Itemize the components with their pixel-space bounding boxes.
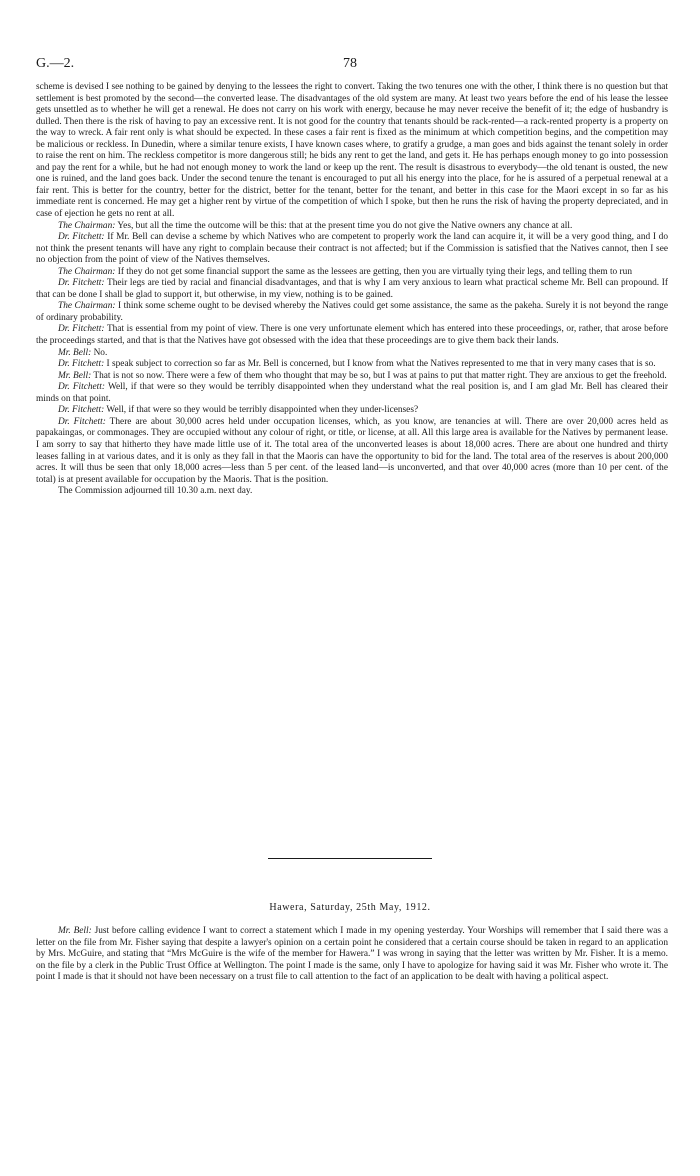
document-reference: G.—2. <box>36 56 75 71</box>
speaker-name: Dr. Fitchett: <box>58 416 106 427</box>
paragraph-text: There are about 30,000 acres held under occupation licenses, which, as you know, are tenancies at will. There are over 20,000 acres held as papakaingas, or commonages. They are occupied without any colour of right, or title, or license, at all. All this large area is available for the Natives by permanent lease. I am sorry to say that hitherto they have made little use of it. The total area of the unconverted leases is about 18,000 acres. There are about one hundred and thirty leases falling in at various dates, and it is only as they fall in that the Maoris can have the opportunity to bid for the land. The total area of the reserves is about 200,000 acres. It will thus be seen that only 18,000 acres—less than 5 per cent. of the leased land—is unconverted, and that over 40,000 acres (more than 10 per cent. of the total) is at present available for occupation by the Maoris. That is the position. <box>36 416 669 485</box>
paragraph <box>36 417 668 486</box>
speaker-name: The Chairman: <box>58 266 116 277</box>
paragraph-text: scheme is devised I see nothing to be gained by denying to the lessees the right to convert. Taking the two tenures one with the other, I think there is no question but that settlement is best promoted by the second—the converted lease. The disadvantages of the old system are many. At least two years before the end of his lease the lessee gets unsettled as to whether he will get a renewal. He does not carry on his work with energy, because he may never receive the benefit of it; the edge of husbandry is dulled. Then there is the risk of having to pay an excessive rent. It is not good for the country that tenants should be rack-rented—a rack-rented property is a property on the way to wreck. A fair rent only is what should be expected. In these cases a fair rent is fixed as the minimum at which competition begins, and the competition may be malicious or reckless. In Dunedin, where a similar tenure exists, I have known cases where, to gratify a grudge, a man goes and bids against the tenant solely in order to raise the rent on him. The reckless competitor is more dangerous still; he bids any rent to get the land, and gets it. He has perhaps enough money to go into possession and pay the rent for a while, but he had not enough money to work the land or keep up the rent. The result is disastrous to everybody—the old tenant is ousted, the new one is ruined, and the land goes back. Under the second tenure the tenant is encouraged to put all his energy into the place, for he is assured of a perpetual renewal at a fair rent. This is better for the country, better for the district, better for the tenant, better for the tenant, and better in this case for the Maori except in so far as his immediate rent is concerned. He may get a higher rent by virtue of the competition of which I spoke, but then he runs the risk of having the property depreciated, and in case of ejection he gets no rent at all. <box>36 82 668 220</box>
paragraph-text: That is not so now. There were a few of them who thought that may be so, but I was at pains to put that matter right. They are anxious to get the freehold. <box>93 370 667 381</box>
proceedings-text <box>36 82 668 498</box>
proceedings-text-continued <box>36 926 668 984</box>
paragraph-text: Their legs are tied by racial and financial disadvantages, and that is why I am very anxious to learn what practical scheme Mr. Bell can propound. If that can be done I shall be glad to support it, but otherwise, in my view, nothing is to be gained. <box>36 278 669 300</box>
section-divider <box>268 858 432 859</box>
paragraph-text: No. <box>93 347 108 358</box>
paragraph <box>36 267 668 279</box>
paragraph <box>36 371 668 383</box>
paragraph-text: If they do not get some financial support the same as the lessees are getting, then you are virtually tying their legs, and telling them to run <box>117 266 633 277</box>
paragraph <box>36 382 668 405</box>
speaker-name: Mr. Bell: <box>58 370 92 381</box>
speaker-name: Dr. Fitchett: <box>58 278 105 289</box>
paragraph <box>36 82 668 221</box>
paragraph-text: That is essential from my point of view. There is one very unfortunate element which has entered into these proceedings, or, rather, that arose before the proceedings started, and that is that the Natives have got obsessed with the idea that these proceedings are to give them back their lands. <box>36 324 668 347</box>
paragraph <box>36 348 668 360</box>
paragraph <box>36 324 668 347</box>
paragraph <box>36 232 668 267</box>
paragraph-text: Well, if that were so they would be terribly disappointed when they under-licenses? <box>106 405 419 416</box>
paragraph <box>36 486 668 498</box>
speaker-name: Dr. Fitchett: <box>58 359 105 370</box>
speaker-name: The Chairman: <box>58 301 116 312</box>
paragraph-text: I speak subject to correction so far as Mr. Bell is concerned, but I know from what the Natives represented to me that in very many cases that is so. <box>106 359 656 370</box>
paragraph <box>36 221 668 233</box>
speaker-name: Mr. Bell: <box>58 347 92 358</box>
paragraph-text: I think some scheme ought to be devised whereby the Natives could get some assistance, the same as the pakeha. Surely it is not beyond the range of ordinary probability. <box>36 301 668 323</box>
paragraph <box>36 405 668 417</box>
paragraph-text: If Mr. Bell can devise a scheme by which Natives who are competent to properly work the land can acquire it, it will be a very good thing, and I do not think the present tenants will have any right to complain because their contract is not affected; but if the Commission is satisfied that the Natives cannot, then I see no objection from the point of view of the Natives themselves. <box>36 232 668 266</box>
speaker-name: Dr. Fitchett: <box>58 405 105 416</box>
page-number: 78 <box>343 56 357 71</box>
paragraph <box>36 926 668 984</box>
speaker-name: Mr. Bell: <box>58 926 92 936</box>
paragraph-text: The Commission adjourned till 10.30 a.m. next day. <box>58 486 253 497</box>
page-header <box>36 56 664 74</box>
paragraph-text: Yes, but all the time the outcome will be this: that at the present time you do not give the Native owners any chance at all. <box>117 220 573 231</box>
paragraph-text: Just before calling evidence I want to correct a statement which I made in my opening yesterday. Your Worships will remember that I said there was a letter on the file from Mr. Fisher saying that despite a lawyer's opinion on a certain point he considered that a certain course should be taken in regard to an application by Mrs. McGuire, and stating that “Mrs McGuire is the wife of the member for Hawera.” I was wrong in saying that the letter was written by Mr. Fisher. It is a memo. on the file by a clerk in the Public Trust Office at Wellington. The point I made is the same, only I have to apologize for having said it was Mr. Fisher who wrote it. The point I made is that it should not have been necessary on a trust file to call attention to the fact of an application to be dealt with having a political aspect. <box>36 926 668 983</box>
paragraph <box>36 278 668 301</box>
section-date-heading: Hawera, Saturday, 25th May, 1912. <box>269 902 431 913</box>
speaker-name: Dr. Fitchett: <box>58 232 105 243</box>
paragraph-text: Well, if that were so they would be terribly disappointed when they understand what the real position is, and I am glad Mr. Bell has cleared their minds on that point. <box>36 382 668 404</box>
speaker-name: Dr. Fitchett: <box>58 324 105 335</box>
paragraph <box>36 359 668 371</box>
speaker-name: The Chairman: <box>58 220 116 231</box>
paragraph <box>36 301 668 324</box>
speaker-name: Dr. Fitchett: <box>58 382 105 393</box>
